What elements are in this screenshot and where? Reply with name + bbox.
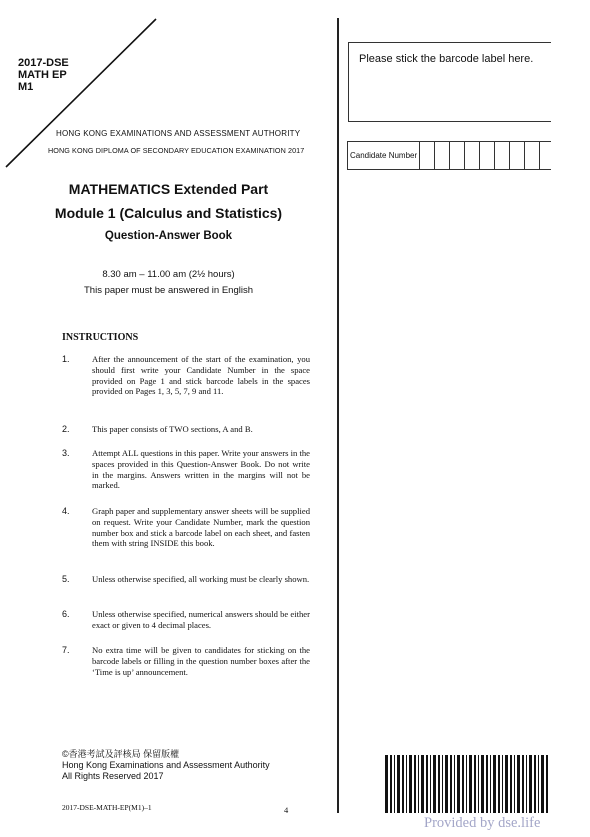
instruction-item bbox=[62, 506, 310, 549]
candidate-number-label: Candidate Number bbox=[348, 142, 420, 169]
barcode-image bbox=[383, 755, 551, 813]
watermark-text: Provided by dse.life bbox=[424, 815, 541, 831]
copyright-authority: Hong Kong Examinations and Assessment Authority bbox=[62, 760, 270, 770]
paper-code bbox=[18, 57, 69, 93]
instruction-item bbox=[62, 609, 310, 631]
instruction-text: Unless otherwise specified, numerical answers should be either exact or given to 4 decimal places. bbox=[92, 609, 310, 630]
candidate-number-box[interactable] bbox=[435, 142, 450, 169]
instruction-text: After the announcement of the start of the examination, you should first write your Candidate Number in the space provided on Page 1 and stick barcode labels in the spaces provided on Pages 1, 3, 5, 7, 9 and 11. bbox=[92, 354, 310, 397]
candidate-number-box[interactable] bbox=[450, 142, 465, 169]
barcode-label-text: Please stick the barcode label here. bbox=[359, 53, 534, 65]
paper-title: MATHEMATICS Extended Part bbox=[68, 181, 269, 197]
instruction-number: 4. bbox=[62, 506, 70, 516]
candidate-number-box[interactable] bbox=[495, 142, 510, 169]
book-title: Question-Answer Book bbox=[104, 230, 233, 242]
instruction-number: 1. bbox=[62, 354, 70, 364]
instruction-item bbox=[62, 448, 310, 491]
exam-time: 8.30 am – 11.00 am (2½ hours) bbox=[102, 269, 235, 280]
footer-code: 2017-DSE-MATH-EP(M1)–1 bbox=[62, 803, 152, 812]
instruction-item bbox=[62, 424, 310, 435]
barcode-label-box[interactable] bbox=[348, 42, 551, 122]
copyright-rights: All Rights Reserved 2017 bbox=[62, 771, 164, 781]
instruction-item bbox=[62, 645, 310, 677]
module-title: Module 1 (Calculus and Statistics) bbox=[54, 205, 283, 221]
instruction-number: 6. bbox=[62, 609, 70, 619]
language-note: This paper must be answered in English bbox=[84, 285, 253, 296]
instruction-text: Attempt ALL questions in this paper. Write your answers in the spaces provided in this Question-Answer Book. Do not write in the margins. Answers written in the margins will not be marked. bbox=[92, 448, 310, 491]
instruction-item bbox=[62, 574, 310, 585]
paper-code-line: M1 bbox=[18, 81, 34, 93]
instruction-item bbox=[62, 354, 310, 397]
instruction-number: 3. bbox=[62, 448, 70, 458]
authority-name: HONG KONG EXAMINATIONS AND ASSESSMENT AUTHORITY bbox=[56, 129, 301, 138]
candidate-number-box[interactable] bbox=[420, 142, 435, 169]
candidate-number-box[interactable] bbox=[510, 142, 525, 169]
paper-code-line: MATH EP bbox=[18, 69, 67, 81]
copyright-chinese: ©香港考試及評核局 保留版權 bbox=[62, 749, 180, 759]
instruction-text: Unless otherwise specified, all working must be clearly shown. bbox=[92, 574, 310, 584]
instruction-text: No extra time will be given to candidates for sticking on the barcode labels or filling in the question number boxes after the ‘Time is up’ announcement. bbox=[92, 645, 310, 677]
instruction-text: Graph paper and supplementary answer sheets will be supplied on request. Write your Candidate Number, mark the question number box and stick a barcode label on each sheet, and fasten them with string INSIDE this book. bbox=[92, 506, 310, 549]
paper-code-line: 2017-DSE bbox=[18, 57, 69, 69]
instruction-text: This paper consists of TWO sections, A and B. bbox=[92, 424, 253, 434]
instructions-heading: INSTRUCTIONS bbox=[62, 332, 139, 343]
instruction-number: 7. bbox=[62, 645, 70, 655]
page-number: 4 bbox=[284, 805, 289, 815]
vertical-divider bbox=[337, 18, 339, 813]
diploma-name: HONG KONG DIPLOMA OF SECONDARY EDUCATION EXAMINATION 2017 bbox=[48, 146, 305, 155]
instruction-number: 2. bbox=[62, 424, 70, 434]
candidate-number-box[interactable] bbox=[525, 142, 540, 169]
instruction-number: 5. bbox=[62, 574, 70, 584]
candidate-number-box[interactable] bbox=[465, 142, 480, 169]
candidate-number-row[interactable] bbox=[347, 141, 551, 170]
candidate-number-box[interactable] bbox=[480, 142, 495, 169]
